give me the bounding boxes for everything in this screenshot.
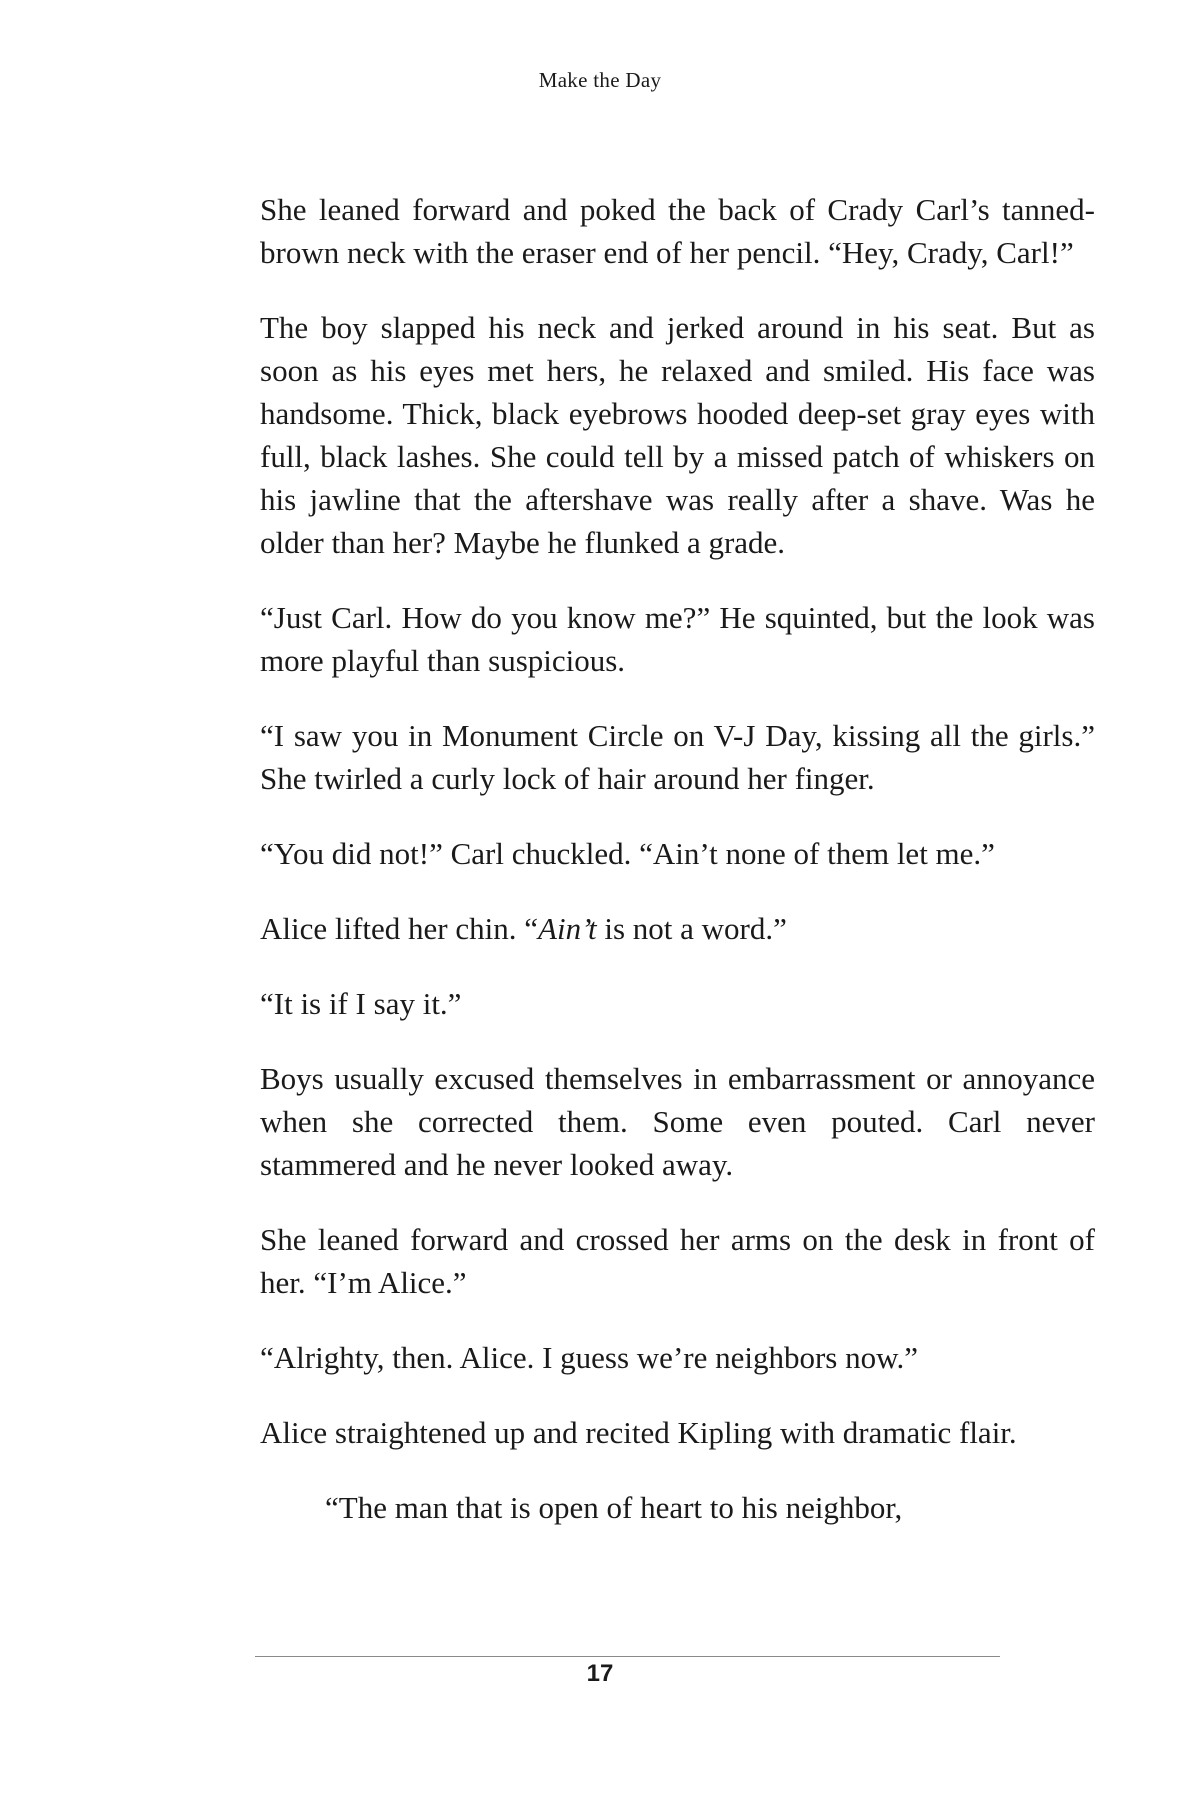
paragraph: The boy slapped his neck and jerked around in his seat. But as soon as his eyes met hers, he relaxed and smiled. His face was handsome. Thick, black eyebrows hooded deep-set gray eyes with full, black lashes. She could tell by a missed patch of whiskers on his jawline that the aftershave was really after a shave. Was he older than her? Maybe he flunked a grade. <box>260 310 1095 560</box>
footer-divider <box>255 1656 1000 1657</box>
paragraph: She leaned forward and poked the back of Crady Carl’s tanned-brown neck with the eraser end of her pencil. “Hey, Crady, Carl!” <box>260 192 1095 270</box>
running-header: Make the Day <box>538 68 662 92</box>
paragraph-text: Alice lifted her chin. “ <box>260 911 539 946</box>
paragraph: “It is if I say it.” <box>260 986 462 1021</box>
paragraph: Alice straightened up and recited Kipling with dramatic flair. <box>260 1415 1017 1450</box>
paragraph: “I saw you in Monument Circle on V-J Day, kissing all the girls.” She twirled a curly lock of hair around her finger. <box>260 718 1095 796</box>
paragraph: “Alrighty, then. Alice. I guess we’re neighbors now.” <box>260 1340 918 1375</box>
paragraph: Boys usually excused themselves in embarrassment or annoyance when she corrected them. Some even pouted. Carl never stammered and he never looked away. <box>260 1061 1095 1182</box>
body-text <box>260 188 1095 1561</box>
verse-line: “The man that is open of heart to his neighbor, <box>325 1490 903 1525</box>
paragraph: “You did not!” Carl chuckled. “Ain’t none of them let me.” <box>260 836 995 871</box>
paragraph: She leaned forward and crossed her arms on the desk in front of her. “I’m Alice.” <box>260 1222 1095 1300</box>
page-number: 17 <box>586 1660 614 1687</box>
paragraph-text: is not a word.” <box>596 911 787 946</box>
emphasized-word: Ain’t <box>538 911 597 946</box>
paragraph: “Just Carl. How do you know me?” He squinted, but the look was more playful than suspicious. <box>260 600 1095 678</box>
paragraph <box>260 907 1095 950</box>
